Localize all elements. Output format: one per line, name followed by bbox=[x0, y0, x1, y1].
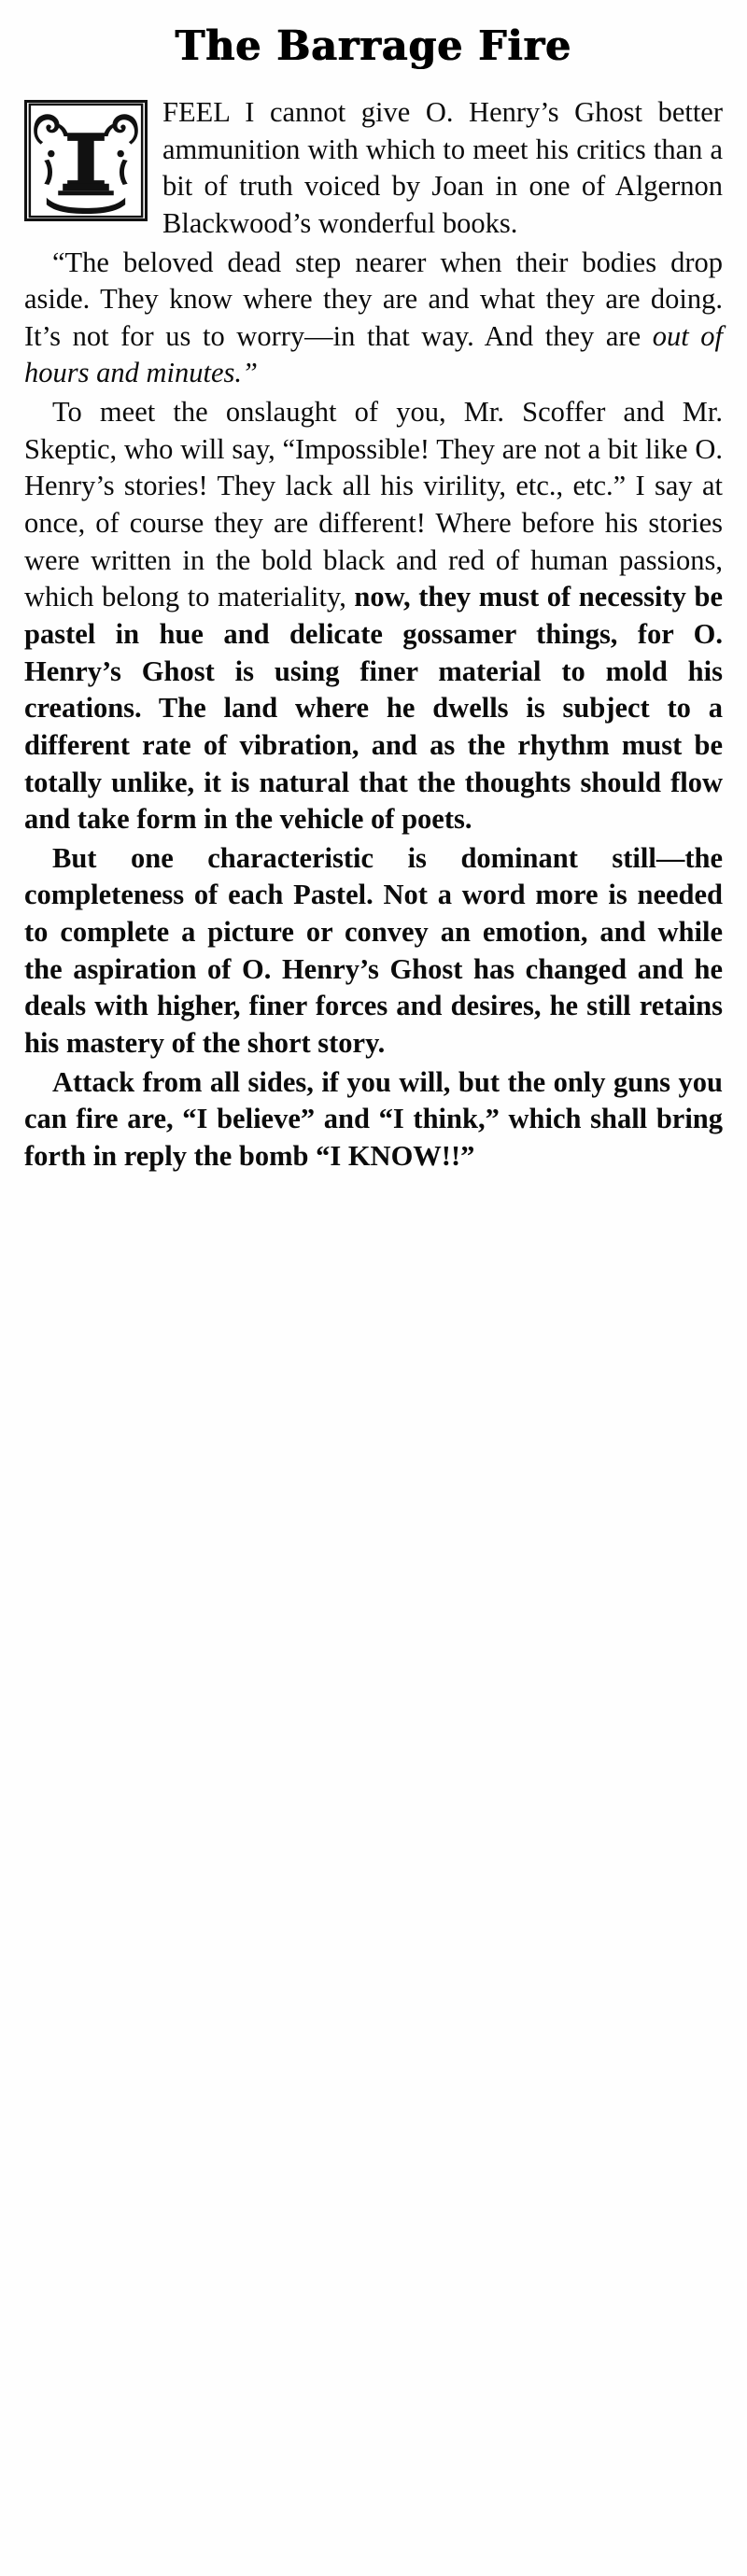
paragraph-1: FEEL I cannot give O. Henry’s Ghost better ammunition with which to meet his critics than a bit of truth voiced by Joan in one of Algernon Blackwood’s wonderful books. bbox=[162, 96, 723, 239]
article-body bbox=[24, 94, 723, 1175]
ornamental-initial-icon bbox=[24, 100, 148, 221]
paragraph-3 bbox=[24, 394, 723, 838]
paragraph-3-text: To meet the onslaught of you, Mr. Scoffer and Mr. Skeptic, who will say, “Impossible! They are not a bit like O. Henry’s stories! They lack all his virility, etc., etc.” I say at once, of course they are different! Where before his stories were written in the bold black and red of human passions, which belong to materiality, bbox=[24, 396, 723, 613]
paragraph-2 bbox=[24, 245, 723, 393]
page-title: The Barrage Fire bbox=[175, 22, 572, 70]
paragraph-2-text: “The beloved dead step nearer when their bodies drop aside. They know where they are and what they are doing. It’s not for us to worry—in that way. And they are bbox=[24, 246, 723, 352]
dropcap-paragraph-block bbox=[24, 94, 723, 245]
paragraph-4: But one characteristic is dominant still—the completeness of each Pastel. Not a word more is needed to complete a picture or convey an emotion, and while the aspiration of O. Henry’s Ghost has changed and he deals with higher, finer forces and desires, he still retains his mastery of the short story. bbox=[24, 841, 723, 1060]
paragraph-5: Attack from all sides, if you will, but the only guns you can fire are, “I believe” and “I think,” which shall bring forth in reply the bomb “I KNOW!!” bbox=[24, 1065, 723, 1172]
paragraph-2-italic: out of hours and minutes.” bbox=[24, 319, 723, 389]
paragraph-3-bold: now, they must of necessity be pastel in hue and delicate gossamer things, for O. Henry’s Ghost is using finer material to mold his creations. The land where he dwells is subject to a different rate of vibration, and as the rhythm must be totally unlike, it is natural that the thoughts should flow and take form in the vehicle of poets. bbox=[24, 581, 723, 836]
